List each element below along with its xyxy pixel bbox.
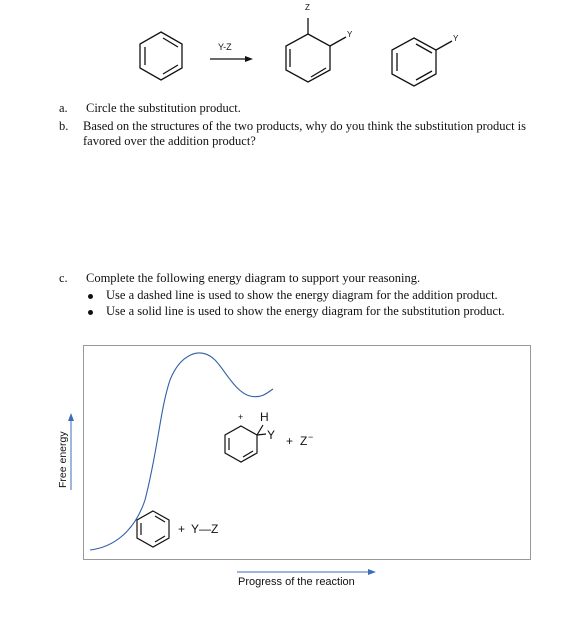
question-b-text-line1: Based on the structures of the two products, why do you think the substitution product is	[83, 119, 527, 133]
bullet-dot	[88, 294, 93, 299]
intermediate-z: Z	[300, 434, 308, 448]
substitution-y-label: Y	[453, 34, 459, 43]
bullet-item-dashed: Use a dashed line is used to show the energy diagram for the addition product.	[106, 288, 498, 302]
question-c-text: Complete the following energy diagram to support your reasoning.	[86, 271, 421, 285]
substitution-product	[392, 38, 452, 86]
energy-diagram	[0, 340, 573, 600]
y-axis-label: Free energy	[57, 431, 69, 488]
question-b-marker: b.	[59, 119, 69, 133]
x-axis-arrow	[237, 569, 376, 575]
reactant-plus: +	[178, 522, 186, 536]
question-c-marker: c.	[59, 271, 68, 285]
intermediate-charge: +	[238, 412, 244, 422]
intermediate-h: H	[260, 410, 269, 424]
bullet-dot	[88, 310, 93, 315]
intermediate-z-charge: −	[308, 432, 314, 442]
question-a-text: Circle the substitution product.	[86, 101, 241, 115]
question-a-marker: a.	[59, 101, 68, 115]
addition-product	[286, 18, 346, 82]
arenium-intermediate	[225, 425, 266, 462]
reagent-label: Y-Z	[218, 42, 232, 52]
reaction-scheme	[0, 0, 573, 100]
reaction-arrow	[210, 56, 253, 62]
energy-curve	[90, 353, 276, 550]
intermediate-y: Y	[267, 428, 276, 442]
benzene-reactant	[140, 32, 182, 80]
reactant-reagent: Y—Z	[191, 522, 219, 536]
addition-z-label: Z	[305, 3, 310, 12]
x-axis-label: Progress of the reaction	[238, 576, 355, 588]
bullet-item-solid: Use a solid line is used to show the energy diagram for the substitution product.	[106, 304, 505, 318]
question-b-text-line2: favored over the addition product?	[83, 134, 256, 148]
reactant-benzene	[137, 511, 169, 547]
addition-y-label: Y	[347, 30, 353, 39]
intermediate-plus: +	[286, 434, 294, 448]
